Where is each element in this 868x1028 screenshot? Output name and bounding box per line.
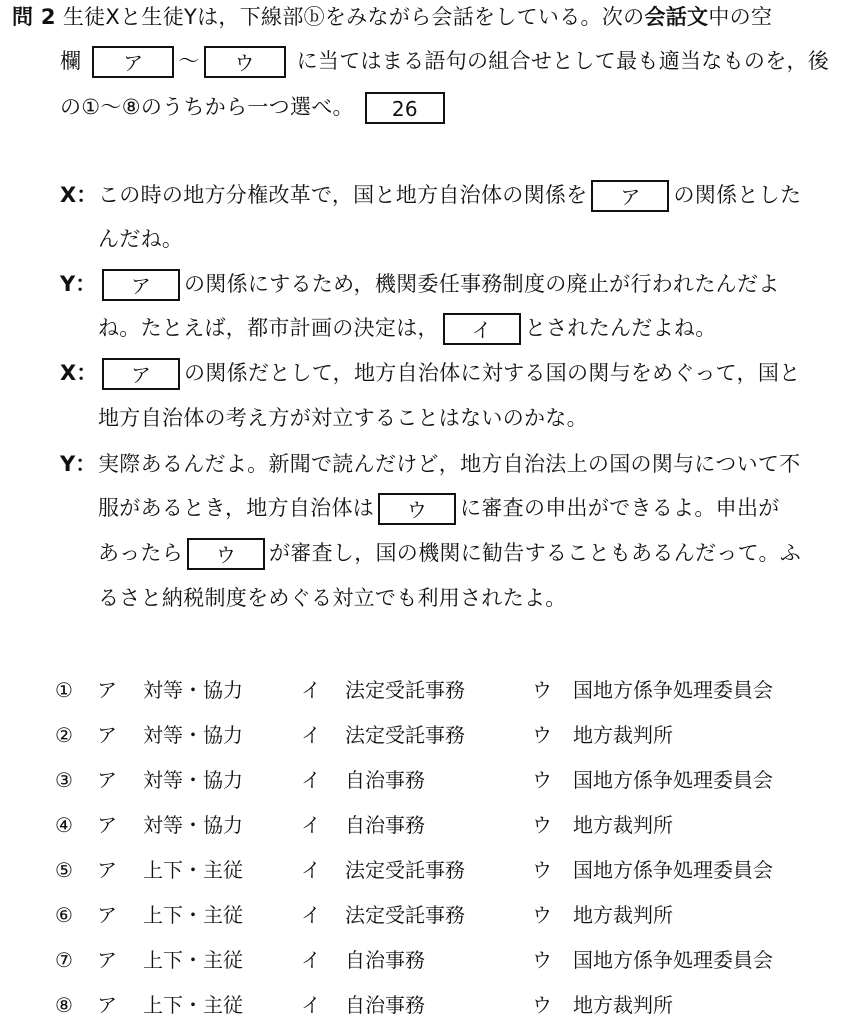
- choice-i-mark: イ: [301, 858, 321, 882]
- blank-box: ア: [102, 269, 180, 301]
- choice-a-mark: ア: [97, 858, 117, 882]
- choice-a-value: 対等・協力: [143, 768, 243, 792]
- choice-i-mark: イ: [301, 723, 321, 747]
- choice-a-value: 対等・協力: [143, 813, 243, 837]
- choice-u-value: 地方裁判所: [573, 723, 673, 747]
- choice-i-value: 法定受託事務: [345, 903, 465, 927]
- choice-i-mark: イ: [301, 678, 321, 702]
- answer-box: 26: [365, 92, 445, 124]
- blank-box: イ: [443, 313, 521, 345]
- choice-number: ①: [55, 678, 73, 702]
- dialogue-text: の関係とした: [673, 183, 802, 207]
- choice-u-value: 国地方係争処理委員会: [573, 858, 773, 882]
- choice-a-mark: ア: [97, 903, 117, 927]
- choice-a-value: 上下・主従: [143, 948, 243, 972]
- choice-i-value: 自治事務: [345, 813, 425, 837]
- blank-box: ウ: [378, 493, 456, 525]
- choice-u-mark: ウ: [532, 903, 552, 927]
- choice-u-mark: ウ: [532, 993, 552, 1017]
- choice-row[interactable]: [55, 758, 845, 803]
- dialogue-line: [98, 491, 780, 525]
- choice-u-mark: ウ: [532, 858, 552, 882]
- choice-u-value: 地方裁判所: [573, 993, 673, 1017]
- choice-row[interactable]: [55, 938, 845, 983]
- choice-i-value: 自治事務: [345, 948, 425, 972]
- choice-u-mark: ウ: [532, 768, 552, 792]
- dialogue-text: 服があるとき，地方自治体は: [98, 496, 375, 520]
- dialogue-line: [98, 311, 717, 345]
- choice-list: [55, 668, 845, 1028]
- question-line-3: [60, 90, 449, 124]
- choice-row[interactable]: [55, 668, 845, 713]
- choice-a-value: 対等・協力: [143, 723, 243, 747]
- choice-a-value: 上下・主従: [143, 858, 243, 882]
- question-line-1: [12, 0, 772, 34]
- choice-a-value: 上下・主従: [143, 903, 243, 927]
- blank-box: ウ: [187, 538, 265, 570]
- dialogue-text: この時の地方分権改革で，国と地方自治体の関係を: [98, 183, 588, 207]
- choice-i-mark: イ: [301, 993, 321, 1017]
- choice-number: ⑧: [55, 993, 73, 1017]
- choice-row[interactable]: [55, 803, 845, 848]
- choice-u-mark: ウ: [532, 678, 552, 702]
- choice-i-value: 自治事務: [345, 768, 425, 792]
- dialogue-line: [98, 536, 801, 570]
- choice-number: ⑥: [55, 903, 73, 927]
- choice-i-value: 法定受託事務: [345, 858, 465, 882]
- dialogue-text: が審査し，国の機関に勧告することもあるんだって。ふ: [269, 541, 802, 565]
- dialogue-line: 地方自治体の考え方が対立することはないのかな。: [98, 406, 588, 430]
- dialogue-text: の関係だとして，地方自治体に対する国の関与をめぐって，国と: [184, 361, 801, 385]
- choice-i-mark: イ: [301, 948, 321, 972]
- choice-u-value: 地方裁判所: [573, 813, 673, 837]
- choice-u-value: 国地方係争処理委員会: [573, 768, 773, 792]
- speaker-label: Y：: [60, 272, 97, 296]
- question-text-2-start: 欄: [60, 49, 82, 73]
- choice-i-mark: イ: [301, 813, 321, 837]
- dialogue-text: の関係にするため，機関委任事務制度の廃止が行われたんだよ: [184, 272, 780, 296]
- dialogue-text: ね。たとえば，都市計画の決定は，: [98, 316, 439, 340]
- choice-u-value: 地方裁判所: [573, 903, 673, 927]
- blank-u-box: ウ: [204, 46, 286, 78]
- choice-u-mark: ウ: [532, 723, 552, 747]
- question-text-1-end: 中の空: [708, 5, 773, 29]
- speaker-label: X：: [60, 183, 98, 207]
- question-text-3: の①～⑧のうちから一つ選べ。: [60, 95, 354, 119]
- blank-box: ア: [102, 358, 180, 390]
- choice-i-value: 法定受託事務: [345, 678, 465, 702]
- dialogue-text: とされたんだよね。: [524, 316, 717, 340]
- choice-a-value: 上下・主従: [143, 993, 243, 1017]
- choice-number: ④: [55, 813, 73, 837]
- blank-a-box: ア: [92, 46, 174, 78]
- question-text-bold: 会話文: [644, 5, 709, 29]
- choice-a-mark: ア: [97, 813, 117, 837]
- question-number: 問 2: [12, 5, 56, 29]
- choice-i-mark: イ: [301, 903, 321, 927]
- choice-a-mark: ア: [97, 723, 117, 747]
- choice-i-value: 法定受託事務: [345, 723, 465, 747]
- choice-u-value: 国地方係争処理委員会: [573, 948, 773, 972]
- choice-i-value: 自治事務: [345, 993, 425, 1017]
- choice-number: ②: [55, 723, 73, 747]
- dialogue-line: [98, 581, 567, 615]
- speaker-label: Y：: [60, 452, 97, 476]
- choice-number: ③: [55, 768, 73, 792]
- choice-row[interactable]: [55, 713, 845, 758]
- choice-row[interactable]: [55, 983, 845, 1028]
- dialogue-line: [98, 267, 780, 301]
- dialogue-line: [98, 447, 800, 481]
- choice-u-mark: ウ: [532, 813, 552, 837]
- question-line-2: [60, 44, 829, 78]
- dialogue-text: 実際あるんだよ。新聞で読んだけど，地方自治法上の国の関与について不: [98, 452, 801, 476]
- choice-number: ⑦: [55, 948, 73, 972]
- question-text-2-end: に当てはまる語句の組合せとして最も適当なものを，後: [296, 49, 830, 73]
- choice-u-mark: ウ: [532, 948, 552, 972]
- choice-a-mark: ア: [97, 948, 117, 972]
- blank-box: ア: [591, 180, 669, 212]
- dialogue-text: るさと納税制度をめぐる対立でも利用されたよ。: [98, 586, 567, 610]
- choice-number: ⑤: [55, 858, 73, 882]
- tilde: ～: [178, 49, 200, 73]
- choice-u-value: 国地方係争処理委員会: [573, 678, 773, 702]
- dialogue-line: [98, 356, 800, 390]
- dialogue-line: [98, 178, 801, 212]
- choice-row[interactable]: [55, 893, 845, 938]
- choice-a-value: 対等・協力: [143, 678, 243, 702]
- dialogue-text: あったら: [98, 541, 183, 565]
- choice-row[interactable]: [55, 848, 845, 893]
- choice-a-mark: ア: [97, 768, 117, 792]
- dialogue-line: んだね。: [98, 227, 184, 251]
- choice-a-mark: ア: [97, 678, 117, 702]
- question-text-1: 生徒Xと生徒Yは，下線部ⓑをみながら会話をしている。次の: [62, 5, 645, 29]
- speaker-label: X：: [60, 361, 98, 385]
- choice-a-mark: ア: [97, 993, 117, 1017]
- dialogue-text: に審査の申出ができるよ。申出が: [460, 496, 780, 520]
- choice-i-mark: イ: [301, 768, 321, 792]
